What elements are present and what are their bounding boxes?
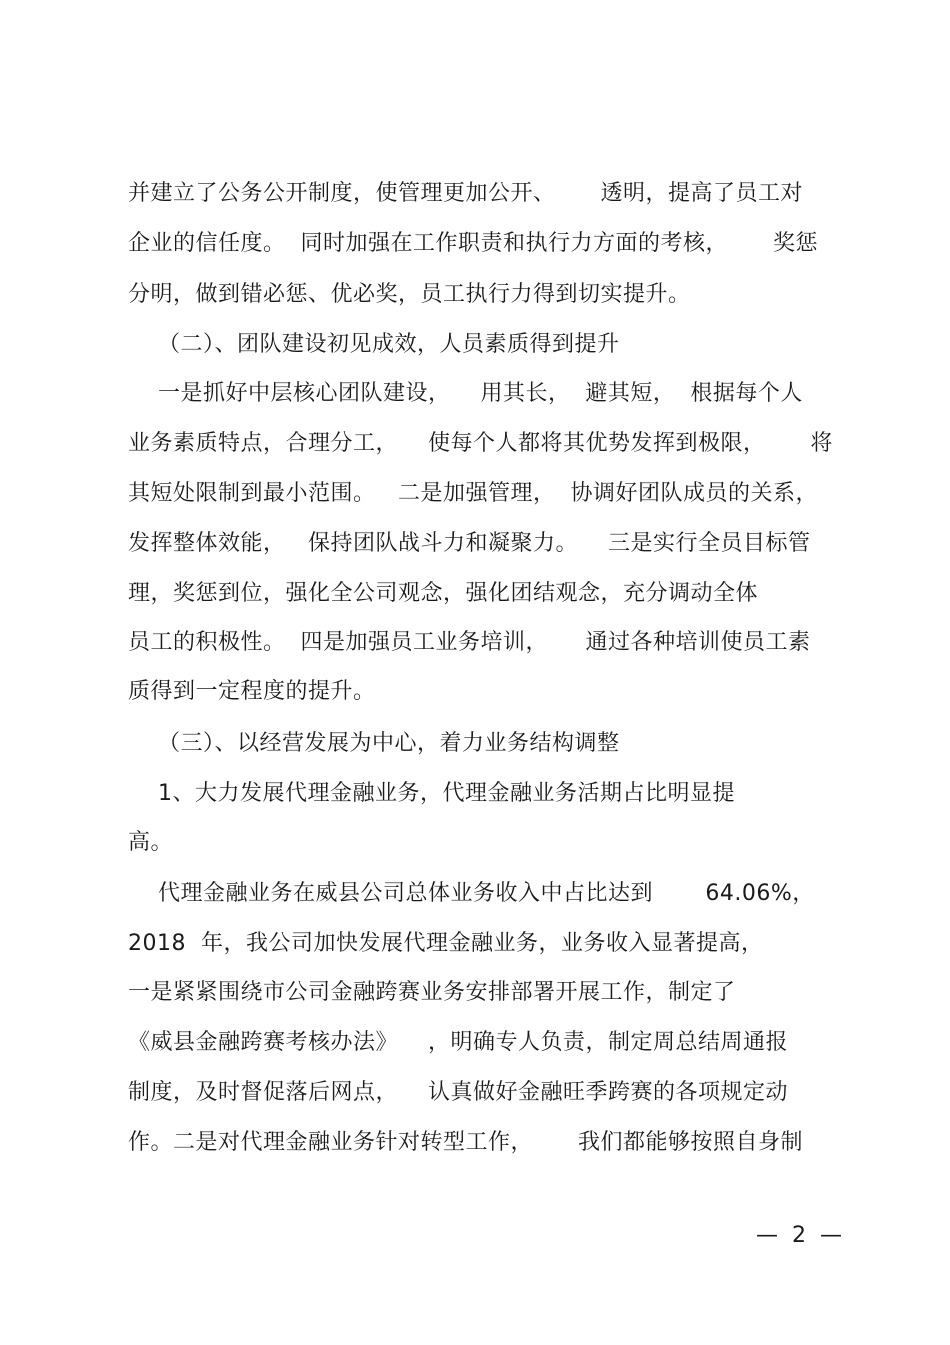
text-line: 制度，及时督促落后网点， 认真做好金融旺季跨赛的各项规定动 (128, 1080, 788, 1105)
text-line: 企业的信任度。 同时加强在工作职责和执行力方面的考核， 奖惩 (128, 231, 818, 256)
subsection-heading: 1、大力发展代理金融业务，代理金融业务活期占比明显提 (128, 781, 735, 806)
text-line: 员工的积极性。 四是加强员工业务培训， 通过各种培训使员工素 (128, 630, 811, 655)
text-line: 作。二是对代理金融业务针对转型工作， 我们都能够按照自身制 (128, 1130, 803, 1155)
text-line: 发挥整体效能， 保持团队战斗力和凝聚力。 三是实行全员目标管 (128, 531, 811, 556)
text-line: 一是紧紧围绕市公司金融跨赛业务安排部署开展工作，制定了 (128, 980, 736, 1005)
text-line: 2018 年，我公司加快发展代理金融业务，业务收入显著提高， (128, 931, 764, 956)
page-number: — 2 — (756, 1223, 842, 1248)
text-line: 分明，做到错必惩、优必奖，员工执行力得到切实提升。 (128, 282, 691, 307)
text-line: 质得到一定程度的提升。 (128, 679, 376, 704)
text-line: 一是抓好中层核心团队建设， 用其长， 避其短， 根据每个人 (128, 381, 803, 406)
text-line: 业务素质特点，合理分工， 使每个人都将其优势发挥到极限， 将 (128, 431, 833, 456)
text-line: 高。 (128, 830, 174, 855)
section-heading: （二）、团队建设初见成效，人员素质得到提升 (128, 332, 620, 357)
text-line: 理，奖惩到位，强化全公司观念，强化团结观念，充分调动全体 (128, 581, 759, 606)
text-line: 《威县金融跨赛考核办法》 ，明确专人负责，制定周总结周通报 (128, 1030, 788, 1055)
text-line: 代理金融业务在威县公司总体业务收入中占比达到 64.06%， (128, 881, 815, 906)
section-heading: （三）、以经营发展为中心，着力业务结构调整 (128, 731, 620, 756)
text-line: 并建立了公务公开制度，使管理更加公开、 透明，提高了员工对 (128, 181, 803, 206)
text-line: 其短处限制到最小范围。 二是加强管理， 协调好团队成员的关系， (128, 481, 818, 506)
